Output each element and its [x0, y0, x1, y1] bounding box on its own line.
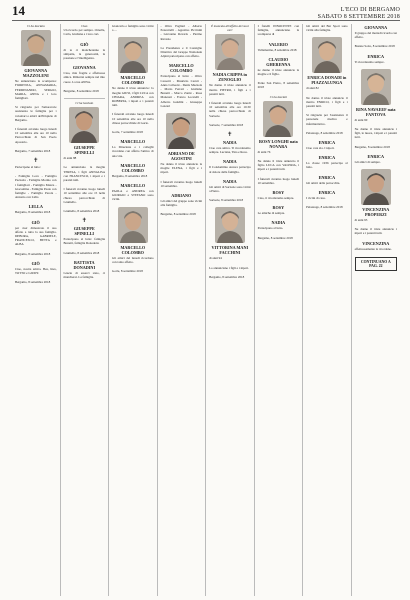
- obituary-text: Ne danno il triste annuncio il marito PIETRO, i figli e i parenti tutti.: [209, 83, 251, 96]
- issue-date: SABATO 8 SETTEMBRE 2018: [317, 13, 400, 20]
- obituary-text: I funerali avranno luogo lunedì 10 settembre alle ore 15 nella chiesa parrocchiale di Grumello.: [63, 187, 106, 204]
- page-number: 14: [12, 3, 25, 18]
- deceased-name: ADRIANO: [171, 193, 192, 199]
- obituary-text: Ne annunciano la scomparsa: FIORENZA, ANNAMARIA, FERDINANDO, SERGIO, MARIA, ANNA e i loro famigliari.: [15, 79, 57, 101]
- obituary-text: Grazie di esserci stato, ci mancherai. La famiglia.: [63, 270, 106, 280]
- deceased-name: NADIA: [271, 220, 286, 226]
- obituary-text: Partecipano al lutto: famiglia Bonetti, famiglia Donadoni.: [63, 237, 106, 246]
- deceased-name: VITTORINA MANI FACCHINI: [211, 245, 249, 256]
- obituary-columns: [12, 24, 400, 596]
- obituary-text: Ciao cara amica. Ti ricorderemo sempre. Luciana, Tina e Rosa.: [209, 146, 251, 155]
- portrait-photo: [361, 169, 391, 205]
- obituary-text: Bergamo, 7 settembre 2018: [15, 148, 51, 153]
- obituary-text: Ciao, ti ricorderemo sempre.: [257, 196, 295, 201]
- obituary-text: Gli amici del gruppo sono vicini alla famiglia.: [160, 199, 203, 208]
- cross-icon: ✝: [81, 218, 87, 225]
- obituary-text: Gli amici del Bar Sport sono vicini alla famiglia.: [306, 24, 348, 33]
- obituary-text: Bergamo, 8 settembre 2018: [257, 235, 293, 240]
- obituary-text: di anni 94: [209, 256, 222, 261]
- obituary-text: Lo annunciano la moglie TERESA, i figli ANNALISA con FRANCESCO, i nipoti e i parenti tutti.: [63, 165, 106, 183]
- deceased-name: ENRICA: [318, 189, 336, 195]
- obituary-text: Grumello, 8 settembre 2018: [63, 250, 100, 255]
- obituary-text: di anni 76: [257, 149, 271, 154]
- deceased-name: ROSY: [272, 205, 285, 211]
- cross-icon: ✝: [227, 132, 233, 139]
- obituary-text: per aver dimostrato il suo affetto a tutta la sua famiglia. DEBORA, GABRIELE, FRANCESCO, BETTA e ALBA: [15, 225, 57, 247]
- obituary-text: Gli amici della parrocchia.: [306, 180, 341, 185]
- obituary-column: [12, 24, 61, 596]
- obituary-text: I vicini di casa.: [306, 195, 326, 200]
- deceased-name: GIUSEPPE SPINELLI: [73, 226, 95, 237]
- obituary-text: Ne danno il triste annuncio i nipoti e i parenti tutti.: [354, 227, 397, 236]
- deceased-name: ENRICA: [367, 153, 385, 159]
- obituary-text: ne danno il triste annuncio la moglie e il figlio.: [257, 67, 300, 77]
- obituary-text: Gli amici del lunedì ricordano con tanto affetto.: [112, 255, 154, 264]
- obituary-text: Ne danno il triste annuncio la moglie ELENA, i figli e i nipoti.: [160, 162, 203, 175]
- deceased-name: CLAUDIO GHERENNA: [266, 56, 291, 67]
- obituary-text: Ciao, nostra amica. Bea, Ines, TOTTO e GIUDY.: [15, 266, 57, 276]
- announcement-caption: È mancata all'affetto dei suoi cari: [211, 24, 249, 33]
- obituary-column: [303, 24, 352, 596]
- obituary-text: Si ringrazia per l'assistenza il personale medico e infermieristico.: [306, 113, 348, 126]
- obituary-text: La Direzione e i colleghi ricordano con affetto l'amico di una vita.: [112, 145, 154, 158]
- obituary-text: Ponte San Pietro, 8 settembre 2018: [257, 81, 300, 90]
- masthead: [318, 7, 400, 21]
- obituary-text: di te ci mancheranno la simpatia, la generosità, la passione e l'intelligenza.: [63, 47, 106, 61]
- obituary-text: Bergamo, 8 settembre 2018: [160, 212, 196, 217]
- portrait-photo: [118, 37, 148, 73]
- deceased-name: GIOVANNA: [364, 25, 388, 30]
- obituary-text: Partecipano al lutto: - Olivo Cassotti - Maurizio Ceruti - Anna Colleoni - Denis Mazzola - Mario Ferrari - Giuliano Bonetti - Marco Zanni - Rosa Manzoni - Franco Locatelli - Alberto Gandini - Giuseppe Lazzari: [160, 74, 203, 108]
- obituary-column: [158, 24, 207, 596]
- portrait-photo: [21, 30, 51, 66]
- deceased-name: GIUSEPPE SPINELLI: [73, 145, 95, 156]
- obituary-text: I fratelli INNOCENTE con famiglie, annunciano la scomparsa di: [257, 24, 300, 37]
- obituary-text: - Famiglia Lovo - Famiglia Pezzotta - Famiglia Morino con i famigliari - Famiglia Mazza - Giacomina - Famiglia Paolo con famiglie - Famiglia Perola - Antonio con Lidia: [15, 174, 57, 200]
- obituary-text: Bergamo, 8 settembre 2018: [354, 144, 390, 149]
- announcement-caption: Ciao: [81, 24, 88, 28]
- page-header: [12, 3, 400, 21]
- deceased-name: RINA NAVAEEF nata FANTOVA: [356, 106, 396, 117]
- portrait-photo: [312, 37, 342, 73]
- obituary-text: Bergamo, 8 settembre 2018: [209, 274, 245, 279]
- obituary-text: Si ringrazia per l'amorevole assistenza le famiglie per i volontari e amici dell'Ospizio di Bergamo.: [15, 105, 57, 122]
- deceased-name: MARCELLO: [120, 183, 146, 189]
- obituary-text: I funerali avranno luogo lunedì 10 settembre.: [257, 176, 300, 185]
- obituary-text: Sorisole, 7 settembre 2018: [209, 122, 244, 127]
- portrait-photo: [361, 69, 391, 105]
- obituary-text: affettuosamente la ricordano.: [354, 246, 392, 251]
- obituary-column: [206, 24, 255, 596]
- obituary-text: di anni 90: [354, 117, 368, 122]
- obituary-text: Ne danno il triste annuncio i figli, le nuore, i nipoti e i parenti tutti.: [354, 127, 397, 140]
- newspaper-name: L'ECO DI BERGAMO: [340, 7, 400, 13]
- obituary-text: PAOLA e ANDREA con GIORGIO e STEFANO sono vicini.: [112, 189, 154, 202]
- obituary-text: I funerali avranno luogo lunedì 10 settembre alle ore 10.30 nella chiesa parrocchiale di Sorisole.: [209, 101, 251, 118]
- obituary-text: Bergamo, 8 settembre 2018: [15, 280, 51, 285]
- obituary-text: di anni 93: [354, 218, 368, 223]
- obituary-text: Giancarlo e famiglia sono vicini a ...: [112, 24, 154, 33]
- deceased-name: VINCENZINA: [362, 240, 390, 246]
- cross-icon: ✝: [33, 158, 39, 165]
- deceased-name: ADRIANO DE AGOSTINI: [167, 151, 195, 162]
- obituary-text: di anni 82: [306, 86, 319, 91]
- obituary-text: Bergamo, 8 settembre 2018: [63, 88, 99, 93]
- deceased-name: VALERIO: [268, 41, 288, 47]
- obituary-text: Bergamo, 8 settembre 2018: [15, 251, 51, 256]
- deceased-name: MARCELLO COLOMBO: [120, 162, 146, 173]
- obituary-text: Vallemarina, 8 settembre 2018: [257, 47, 297, 52]
- obituary-text: Bonate Sotto, 8 settembre 2018: [354, 44, 395, 49]
- portrait-photo: [166, 113, 196, 149]
- portrait-photo: [215, 34, 245, 70]
- obituary-text: Un ricordo per sempre. Ornella, Carla, Giuliana e i loro cari.: [63, 28, 106, 37]
- obituary-text: I funerali avranno luogo lunedì 10 settembre alle ore 10 nella chiesa parrocchiale di Gorle.: [112, 112, 154, 125]
- portrait-photo: [118, 207, 148, 243]
- deceased-name: GIOVANNA: [72, 65, 96, 71]
- obituary-text: Ne danno il triste annuncio: la moglie GIUSI, i figli LUCA con CHIARA, ANDREA con ROBERTA, i nipoti e i parenti tutti.: [112, 86, 154, 108]
- obituary-text: Palazzago, 8 settembre 2018: [306, 130, 343, 135]
- deceased-name: MARCELLO COLOMBO: [168, 63, 194, 74]
- obituary-text: La Presidenza e il Consiglio Direttivo del Gruppo Nazionale Alpini partecipano con affetto.: [160, 45, 203, 59]
- obituary-text: La classe 1936 partecipa al lutto.: [306, 161, 348, 170]
- obituary-text: Ne danno il triste annuncio il figlio LUCA con VALERIA, i nipoti e i parenti tutti.: [257, 159, 300, 172]
- obituary-text: Il Condominio Aurora partecipa al dolore della famiglia.: [209, 165, 251, 174]
- obituary-text: Gli amici di sempre.: [354, 159, 381, 164]
- obituary-text: di anni 88: [63, 156, 77, 161]
- deceased-name: MARCELLO: [120, 139, 146, 145]
- obituary-text: Sorisole, 8 settembre 2018: [209, 198, 244, 203]
- obituary-text: I funerali avranno luogo lunedì 10 settembre alle ore 10 nella Parrocchiale di San Paolo Apostolo.: [15, 127, 57, 144]
- deceased-name: ROSY LONGHI nata NOVARA: [258, 138, 298, 149]
- portrait-photo: [215, 207, 245, 243]
- obituary-text: Ciao, mia fragile e affettuosa amica. Rimarrai sempre nel mio cuore. La tua ANNA.: [63, 71, 106, 84]
- obituary-column: [61, 24, 110, 596]
- obituary-text: Il gruppo del martedì ricorda con affetto.: [354, 31, 397, 40]
- deceased-name: GIÒ: [31, 219, 40, 225]
- deceased-name: GIÒ: [80, 41, 89, 47]
- obituary-text: Palazzago, 8 settembre 2018: [306, 205, 343, 210]
- deceased-name: NADIA CRIPPA in ZENOGLIO: [212, 72, 247, 83]
- obituary-text: - Olivo Pagliari - Alberto Pezzottelli - Agostino Piccinini - Giovanna Rovaris - Pierino Ravasio: [160, 24, 203, 41]
- deceased-name: LELLA: [28, 204, 43, 210]
- deceased-name: MARCELLO COLOMBO: [120, 75, 146, 86]
- deceased-name: VINCENZINA PROPERZI: [362, 207, 390, 218]
- deceased-name: GIÒ: [31, 260, 40, 266]
- announcement-caption: Ci ha lasciati: [269, 94, 287, 99]
- obituary-text: Ciao cara zia. I nipoti.: [306, 146, 335, 151]
- obituary-text: Ti ricorderemo sempre.: [354, 59, 385, 64]
- obituary-column: [109, 24, 158, 596]
- announcement-caption: Ci ha lasciato: [75, 101, 94, 106]
- obituary-column: [352, 24, 400, 596]
- obituary-text: Partecipano al lutto.: [257, 226, 284, 231]
- deceased-name: BATTISTA DONADINI: [73, 259, 96, 270]
- portrait-photo: [69, 107, 99, 143]
- deceased-name: ROSY: [272, 190, 285, 196]
- obituary-text: Bergamo, 8 settembre 2018: [112, 173, 148, 178]
- announcement-caption: Ci ha lasciato: [26, 24, 45, 28]
- deceased-name: ENRICA: [367, 53, 385, 59]
- deceased-name: ENRICA: [318, 155, 336, 161]
- obituary-text: Le amiche di sempre.: [257, 211, 286, 216]
- obituary-text: Ne danno il triste annuncio il marito ENRICO, i figli e i parenti tutti.: [306, 95, 348, 109]
- obituary-text: Gli amici di Sorisole sono vicini a Pietro.: [209, 184, 251, 194]
- deceased-name: NADIA: [222, 159, 237, 165]
- portrait-photo: [263, 101, 293, 137]
- obituary-text: I funerali avranno luogo lunedì 10 settembre.: [160, 179, 203, 188]
- obituary-column: [255, 24, 304, 596]
- obituary-text: Gorle, 7 settembre 2018: [112, 130, 143, 135]
- obituary-text: Partecipano al lutto:: [15, 165, 41, 170]
- obituary-text: Lo annunciano i figli e i nipoti.: [209, 265, 249, 270]
- deceased-name: NADIA: [222, 140, 237, 146]
- deceased-name: MARCELLO COLOMBO: [120, 244, 146, 255]
- deceased-name: GIOVANNA MAZZOLENI: [22, 68, 49, 79]
- deceased-name: NADIA: [222, 178, 237, 184]
- obituary-text: Grumello, 8 settembre 2018: [63, 209, 100, 214]
- continued-notice: CONTINUANO A PAG. 22: [355, 257, 397, 271]
- deceased-name: ENRICA: [318, 140, 336, 146]
- obituary-text: Bergamo, 8 settembre 2018: [15, 210, 51, 215]
- deceased-name: ENRICA DONADI in PIAZZALUNGA: [307, 75, 347, 86]
- obituary-text: Gorle, 8 settembre 2018: [112, 269, 143, 274]
- section-divider: [64, 98, 106, 99]
- deceased-name: ENRICA: [318, 174, 336, 180]
